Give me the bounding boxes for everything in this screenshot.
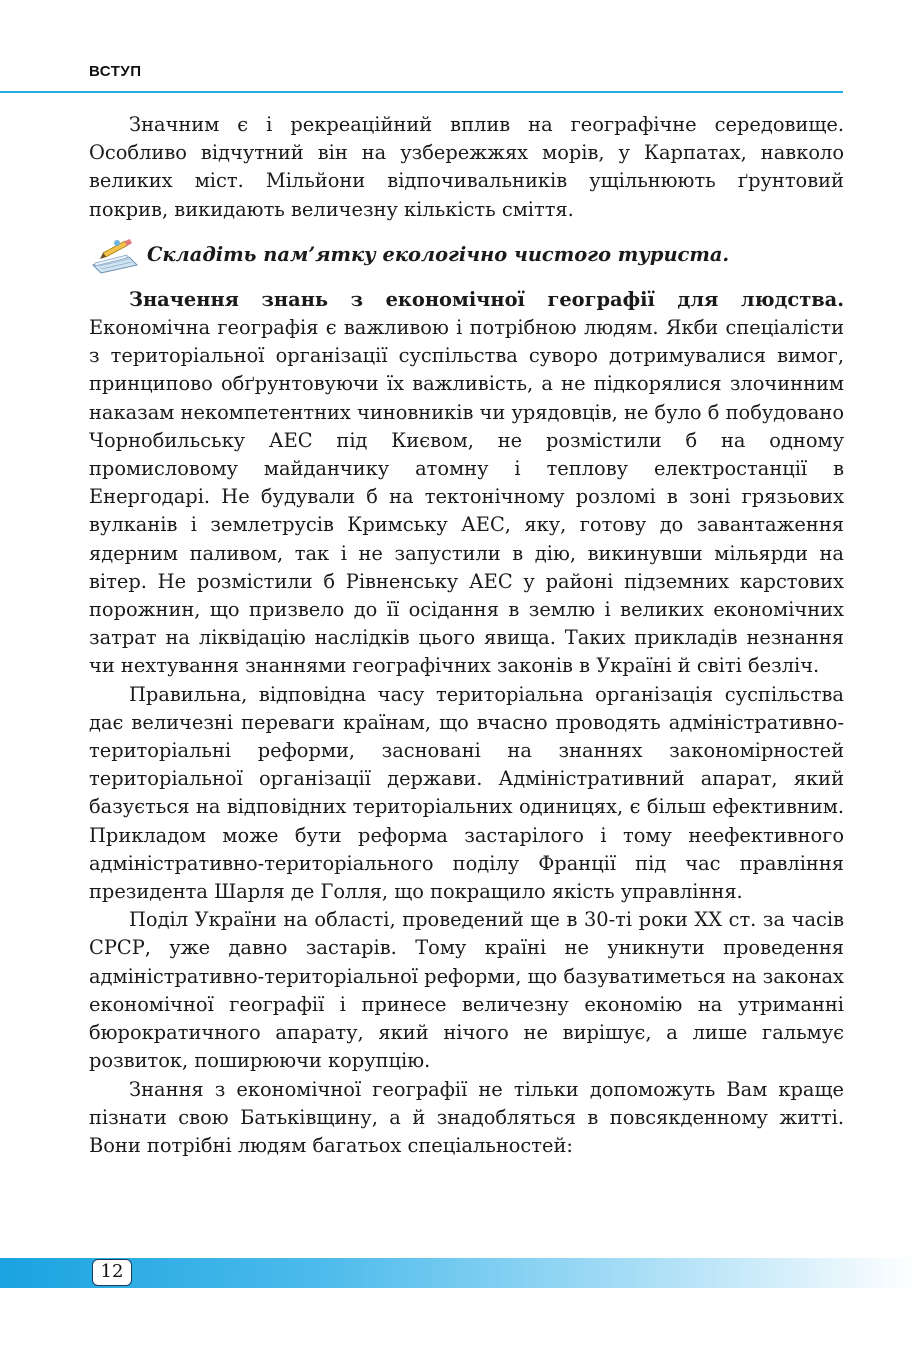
paragraph-heading: Значення знань з економічної географії для людства. (129, 287, 844, 311)
paragraph-text: Економічна географія є важливою і потрібною людям. Якби спеціалісти з територіальної організації суспільства суворо дотримувалися вимог, принципово обґрунтовуючи їх важливість, а не підкорялися злочинним наказам некомпетентних чиновників чи урядовців, не було б побудовано Чорнобильську АЕС під Києвом, не розмістили б на одному промисловому майданчику атомну і теплову електростанції в Енергодарі. Не будували б на тектонічному розломі в зоні грязьових вулканів і землетрусів Кримську АЕС, яку, готову до завантаження ядерним паливом, так і не запустили в дію, викинувши мільярди на вітер. Не розмістили б Рівненську АЕС у районі підземних карстових порожнин, що призвело до її осідання в землю і великих економічних затрат на ліквідацію наслідків цього явища. Таких прикладів незнання чи нехтування знаннями географічних законів в Україні й світі безліч. (89, 316, 844, 678)
paragraph-territorial-organization: Правильна, відповідна часу територіальна організація суспільства дає величезні переваги країнам, що вчасно проводять адміністративно-територіальні реформи, засновані на знаннях закономірностей територіальної організації держави. Адміністративний апарат, який базується на відповідних територіальних одиницях, є більш ефективним. Прикладом може бути реформа застарілого і тому неефективного адміністративно-територіального поділу Франції під час правління президента Шарля де Голля, що покращило якість управління. (89, 682, 844, 904)
paragraph-economic-geography (89, 286, 844, 681)
paragraph-recreation: Значним є і рекреаційний вплив на географічне середовище. Особливо відчутний він на узбережжях морів, у Карпатах, навколо великих міст. Мільйони відпочивальників ущільнюють ґрунтовий покрив, викидають величезну кількість сміття. (89, 113, 844, 221)
paragraph-knowledge-use: Знання з економічної географії не тільки допоможуть Вам краще пізнати свою Батьківщину, а й знадобляться в повсякденному житті. Вони потрібні людям багатьох спеціальностей: (89, 1077, 844, 1157)
section-label: ВСТУП (89, 63, 142, 80)
task-text: Складіть пам’ятку екологічно чистого туриста. (147, 242, 730, 266)
footer-bar (0, 1258, 918, 1288)
page-number: 12 (92, 1259, 132, 1286)
notebook-pencil-icon (89, 235, 141, 275)
page-body (89, 111, 844, 1160)
task-block (89, 232, 844, 278)
paragraph-ukraine-reform: Поділ України на області, проведений ще в 30-ті роки XX ст. за часів СРСР, уже давно застарів. Тому країні не уникнути проведення адміністративно-територіальної реформи, що базуватиметься на законах економічної географії і принесе величезну економію на утриманні бюрократичного апарату, який нічого не вирішує, а лише гальмує розвиток, поширюючи корупцію. (89, 908, 844, 1073)
header-divider (0, 91, 843, 93)
